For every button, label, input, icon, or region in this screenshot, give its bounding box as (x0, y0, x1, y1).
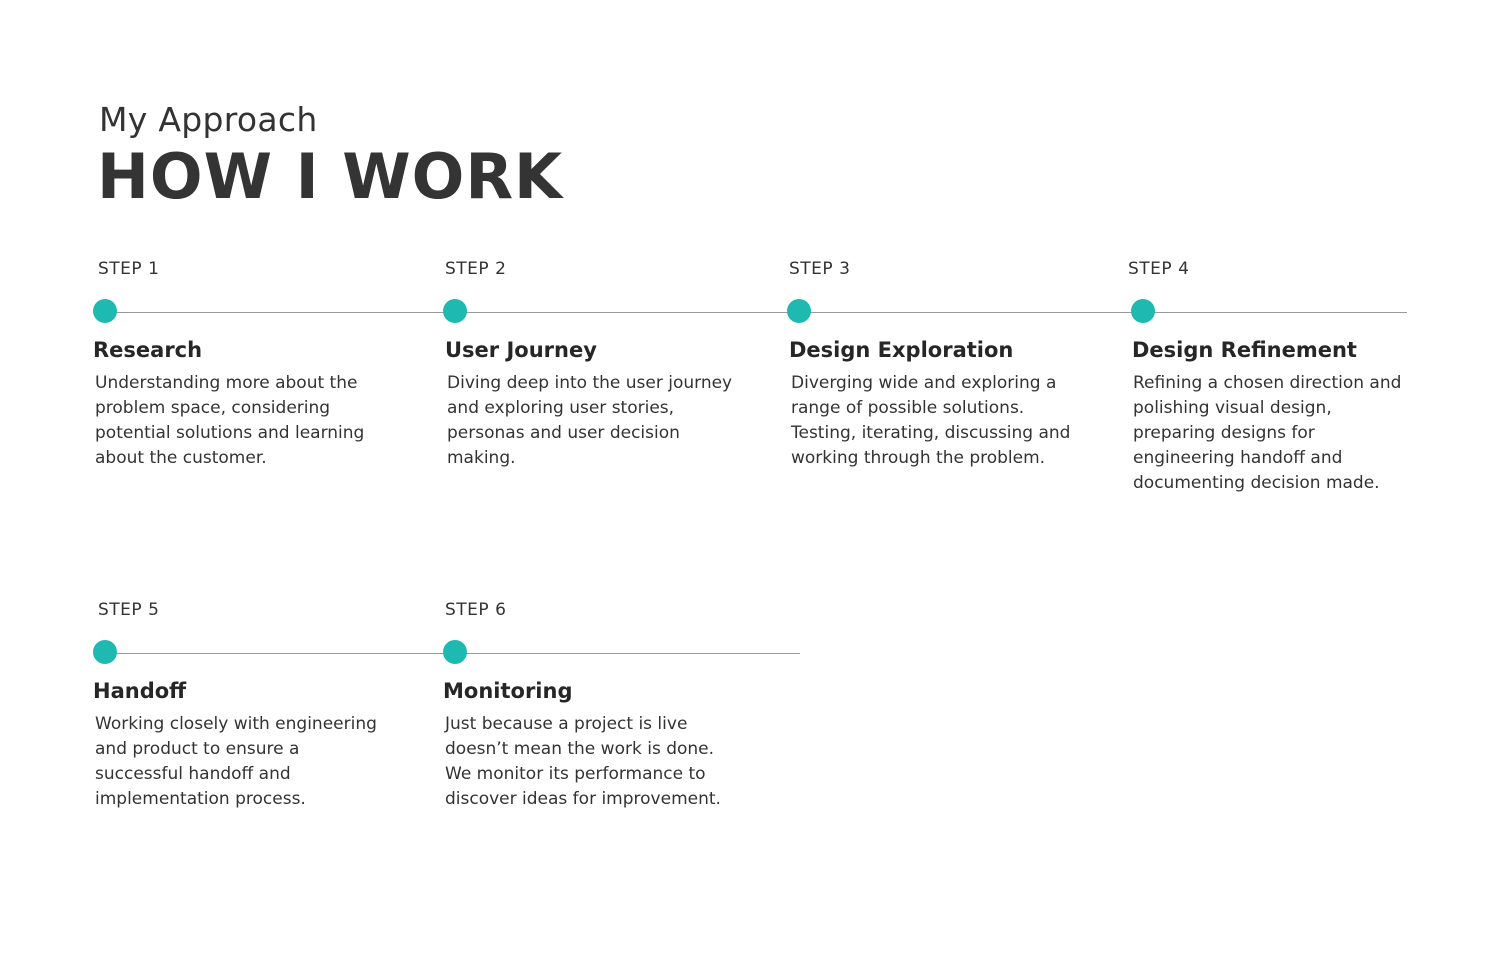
step-label: STEP 6 (445, 600, 507, 620)
step-marker-dot (93, 299, 117, 323)
step-title: Research (93, 338, 203, 362)
step-title: Monitoring (443, 679, 573, 703)
step-label: STEP 2 (445, 259, 507, 279)
step-marker-dot (787, 299, 811, 323)
step-marker-dot (93, 640, 117, 664)
step-title: User Journey (445, 338, 597, 362)
step-description: Just because a project is live doesn’t mean the work is done. We monitor its performance to discover ideas for improvement. (445, 714, 721, 809)
page-title: HOW I WORK (97, 140, 564, 213)
step-title: Design Refinement (1132, 338, 1357, 362)
step-description: Understanding more about the problem space, considering potential solutions and learning about the customer. (95, 373, 365, 468)
timeline-line-row-1 (105, 312, 1407, 313)
step-marker-dot (443, 640, 467, 664)
section-subtitle: My Approach (99, 100, 318, 139)
step-label: STEP 3 (789, 259, 851, 279)
step-description: Diverging wide and exploring a range of possible solutions. Testing, iterating, discussing and working through the problem. (791, 373, 1071, 468)
step-label: STEP 1 (98, 259, 160, 279)
step-title: Handoff (93, 679, 187, 703)
step-marker-dot (1131, 299, 1155, 323)
step-label: STEP 4 (1128, 259, 1190, 279)
step-description: Refining a chosen direction and polishing visual design, preparing designs for engineering handoff and documenting decision made. (1133, 373, 1402, 493)
step-label: STEP 5 (98, 600, 160, 620)
step-description: Working closely with engineering and product to ensure a successful handoff and implementation process. (95, 714, 377, 809)
step-title: Design Exploration (789, 338, 1014, 362)
step-description: Diving deep into the user journey and exploring user stories, personas and user decision making. (447, 373, 733, 468)
step-marker-dot (443, 299, 467, 323)
